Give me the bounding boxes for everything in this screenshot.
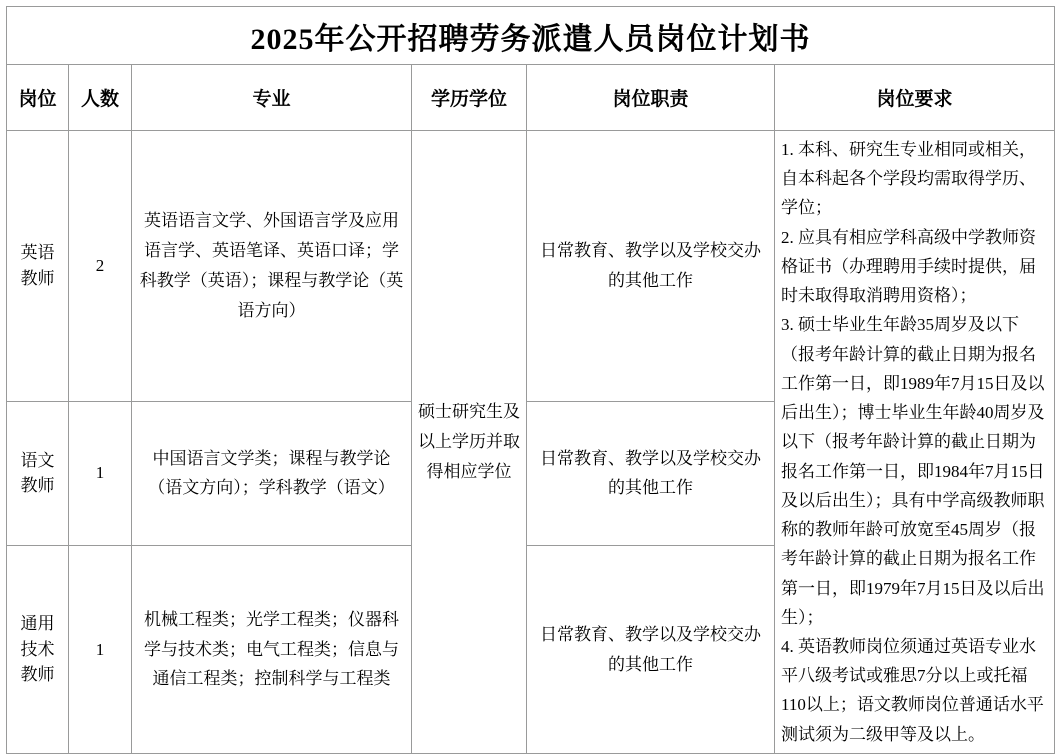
cell-count: 1	[69, 546, 132, 754]
cell-post: 通用 技术 教师	[7, 546, 69, 754]
cell-duty: 日常教育、教学以及学校交办的其他工作	[527, 546, 775, 754]
table-row	[7, 131, 1055, 402]
requirement-item: 1. 本科、研究生专业相同或相关，自本科起各个学段均需取得学历、学位；	[781, 140, 1036, 218]
table-header-row	[7, 65, 1055, 131]
cell-duty: 日常教育、教学以及学校交办的其他工作	[527, 401, 775, 546]
page-title: 2025年公开招聘劳务派遣人员岗位计划书	[7, 7, 1055, 65]
cell-duty: 日常教育、教学以及学校交办的其他工作	[527, 131, 775, 402]
column-header-count: 人数	[69, 65, 132, 131]
requirement-item: 3. 硕士毕业生年龄35周岁及以下（报考年龄计算的截止日期为报名工作第一日，即1989年7月15日及以后出生）；博士毕业生年龄40周岁及以下（报考年龄计算的截止日期为报名工作第一日，即1984年7月15日及以后出生）；具有中学高级教师职称的教师年龄可放宽至45周岁（报考年龄计算的截止日期为报名工作第一日，即1979年7月15日及以后出生）；	[781, 315, 1045, 627]
cell-count: 2	[69, 131, 132, 402]
column-header-major: 专业	[132, 65, 412, 131]
cell-major: 中国语言文学类；课程与教学论（语文方向）；学科教学（语文）	[132, 401, 412, 546]
column-header-post: 岗位	[7, 65, 69, 131]
job-plan-table	[6, 6, 1055, 754]
cell-degree-merged: 硕士研究生及以上学历并取得相应学位	[412, 131, 527, 754]
cell-post: 语文 教师	[7, 401, 69, 546]
cell-major: 英语语言文学、外国语言学及应用语言学、英语笔译、英语口译；学科教学（英语）；课程与教学论（英语方向）	[132, 131, 412, 402]
cell-post: 英语 教师	[7, 131, 69, 402]
table-title-row	[7, 7, 1055, 65]
column-header-duty: 岗位职责	[527, 65, 775, 131]
cell-requirement-merged	[775, 131, 1055, 754]
cell-count: 1	[69, 401, 132, 546]
requirement-item: 4. 英语教师岗位须通过英语专业水平八级考试或雅思7分以上或托福110以上；语文教师岗位普通话水平测试须为二级甲等及以上。	[781, 636, 1044, 744]
column-header-degree: 学历学位	[412, 65, 527, 131]
requirement-item: 2. 应具有相应学科高级中学教师资格证书（办理聘用手续时提供，届时未取得取消聘用资格）；	[781, 227, 1036, 306]
column-header-requirement: 岗位要求	[775, 65, 1055, 131]
cell-major: 机械工程类；光学工程类；仪器科学与技术类；电气工程类；信息与通信工程类；控制科学与工程类	[132, 546, 412, 754]
